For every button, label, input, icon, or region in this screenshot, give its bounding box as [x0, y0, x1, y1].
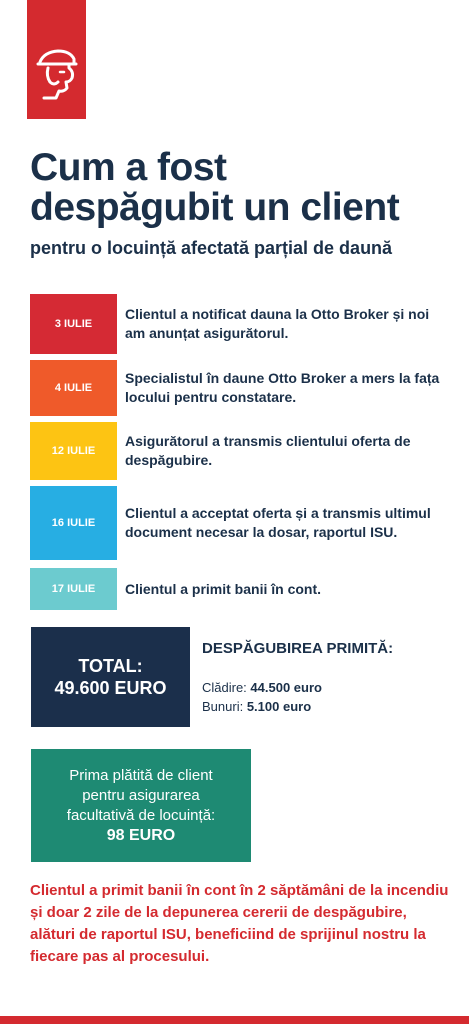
timeline-item	[30, 294, 450, 354]
timeline-date: 12 IULIE	[30, 422, 117, 480]
compensation-goods	[202, 699, 462, 714]
timeline-date: 3 IULIE	[30, 294, 117, 354]
timeline-date: 17 IULIE	[30, 568, 117, 610]
building-value: 44.500 euro	[250, 680, 322, 695]
timeline-item	[30, 568, 450, 610]
compensation-building	[202, 680, 462, 695]
premium-line-2: pentru asigurarea	[82, 786, 200, 804]
total-box	[31, 627, 190, 727]
timeline-text: Clientul a notificat dauna la Otto Broker și noi am anunțat asigurătorul.	[125, 306, 430, 341]
closing-note: Clientul a primit banii în cont în 2 săptămâni de la incendiu și doar 2 zile de la depunerea cererii de despăgubire, alături de raportul ISU, beneficiind de sprijinul nostru la fiecare pas al procesului.	[30, 882, 449, 965]
brand-logo	[27, 0, 86, 119]
premium-line-3: facultativă de locuință:	[66, 806, 216, 824]
title-line-2: despăgubit un client	[30, 186, 400, 229]
page-title	[30, 148, 460, 228]
page-subtitle: pentru o locuință afectată parțial de daună	[30, 238, 393, 258]
building-label: Clădire:	[202, 680, 247, 695]
total-amount: 49.600 EURO	[54, 678, 167, 698]
timeline-date: 4 IULIE	[30, 360, 117, 416]
timeline-text: Specialistul în daune Otto Broker a mers la fața locului pentru constatare.	[125, 370, 440, 405]
compensation-title: DESPĂGUBIREA PRIMITĂ:	[202, 640, 394, 657]
timeline-text: Clientul a acceptat oferta și a transmis ultimul document necesar la dosar, raportul ISU.	[125, 505, 431, 540]
otto-broker-head-logo-icon	[34, 46, 80, 104]
timeline-item	[30, 360, 450, 416]
bottom-bar	[0, 1016, 469, 1024]
premium-box	[31, 749, 251, 862]
goods-label: Bunuri:	[202, 699, 244, 714]
timeline-date: 16 IULIE	[30, 486, 117, 560]
total-label: TOTAL:	[78, 656, 143, 676]
title-line-1: Cum a fost	[30, 146, 227, 189]
timeline-text: Asigurătorul a transmis clientului oferta de despăgubire.	[125, 433, 411, 468]
premium-line-1: Prima plătită de client	[69, 766, 213, 784]
timeline-item	[30, 422, 450, 480]
timeline-item	[30, 486, 450, 560]
premium-amount: 98 EURO	[106, 826, 176, 844]
goods-value: 5.100 euro	[246, 699, 312, 714]
timeline-text: Clientul a primit banii în cont.	[125, 580, 322, 597]
